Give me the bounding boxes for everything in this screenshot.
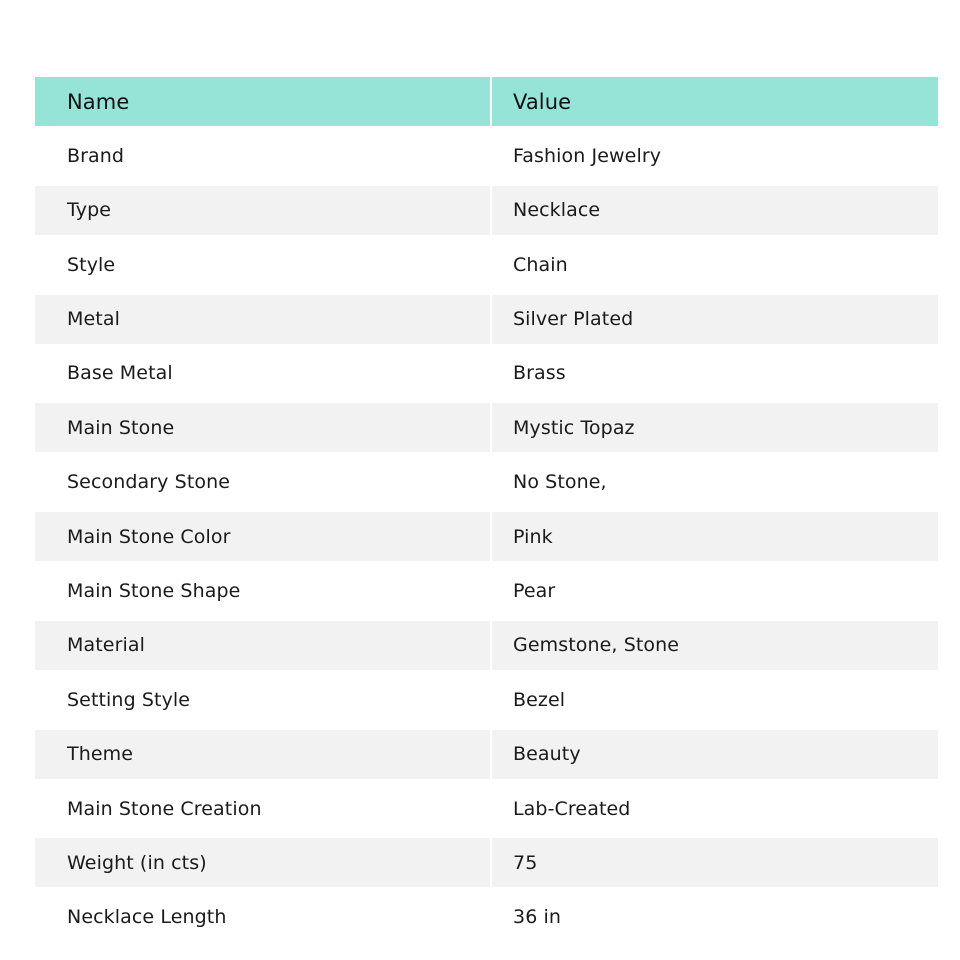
row-name: Type (35, 186, 490, 235)
table-row (35, 675, 938, 724)
table-row (35, 567, 938, 616)
table-row (35, 186, 938, 235)
row-name: Main Stone (35, 403, 490, 452)
row-name: Material (35, 621, 490, 670)
column-header-name: Name (35, 77, 490, 126)
row-name: Metal (35, 295, 490, 344)
spec-table (35, 77, 938, 947)
row-value: Lab-Created (492, 784, 938, 833)
table-row (35, 512, 938, 561)
table-row (35, 730, 938, 779)
row-value: 75 (492, 838, 938, 887)
table-row (35, 349, 938, 398)
row-name: Setting Style (35, 675, 490, 724)
row-name: Brand (35, 131, 490, 180)
row-value: Pink (492, 512, 938, 561)
row-name: Style (35, 240, 490, 289)
row-name: Base Metal (35, 349, 490, 398)
table-row (35, 893, 938, 942)
row-value: Chain (492, 240, 938, 289)
row-name: Theme (35, 730, 490, 779)
row-value: Fashion Jewelry (492, 131, 938, 180)
table-row (35, 838, 938, 887)
row-value: Necklace (492, 186, 938, 235)
table-row (35, 240, 938, 289)
row-value: 36 in (492, 893, 938, 942)
row-value: Silver Plated (492, 295, 938, 344)
row-value: Mystic Topaz (492, 403, 938, 452)
row-value: Gemstone, Stone (492, 621, 938, 670)
table-row (35, 403, 938, 452)
row-name: Secondary Stone (35, 458, 490, 507)
row-name: Main Stone Creation (35, 784, 490, 833)
row-value: Bezel (492, 675, 938, 724)
row-value: No Stone, (492, 458, 938, 507)
table-row (35, 131, 938, 180)
row-name: Necklace Length (35, 893, 490, 942)
row-name: Weight (in cts) (35, 838, 490, 887)
row-value: Beauty (492, 730, 938, 779)
row-name: Main Stone Shape (35, 567, 490, 616)
table-row (35, 784, 938, 833)
table-header (35, 77, 938, 126)
table-row (35, 458, 938, 507)
row-value: Brass (492, 349, 938, 398)
column-header-value: Value (492, 77, 938, 126)
table-row (35, 295, 938, 344)
table-row (35, 621, 938, 670)
row-name: Main Stone Color (35, 512, 490, 561)
row-value: Pear (492, 567, 938, 616)
